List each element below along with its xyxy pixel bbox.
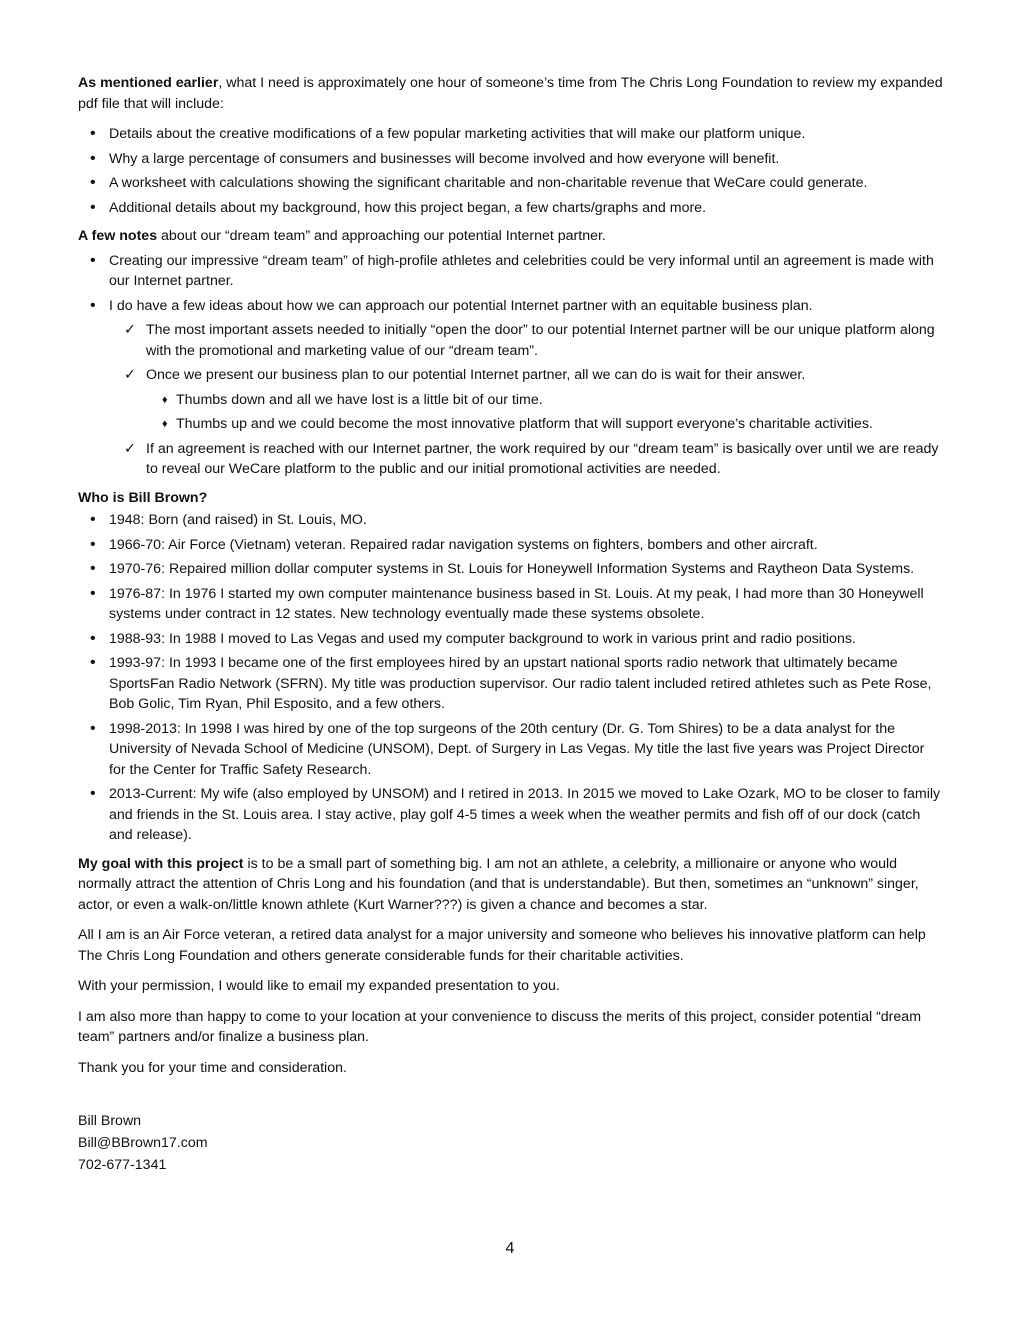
check-item <box>78 365 944 386</box>
list-item: • A worksheet with calculations showing the significant charitable and non-charitable revenue that WeCare could generate. <box>78 173 944 194</box>
checkmark-icon: ✓ <box>124 367 136 383</box>
notes-list <box>78 251 944 480</box>
list-item: • Details about the creative modifications of a few popular marketing activities that will make our platform unique. <box>78 124 944 145</box>
signature-name: Bill Brown <box>78 1113 142 1129</box>
check-item-text: The most important assets needed to initially “open the door” to our potential Internet partner will be our unique platform along with the promotional and marketing value of our “dream team”. <box>146 322 935 359</box>
closing-paragraph: Thank you for your time and consideration. <box>78 1059 347 1076</box>
body-paragraph: With your permission, I would like to email my expanded presentation to you. <box>78 978 560 994</box>
signature-email: Bill@BBrown17.com <box>78 1135 208 1151</box>
notes-paragraph <box>78 226 944 247</box>
page-number: 4 <box>505 1240 515 1257</box>
list-item: • Additional details about my background, how this project began, a few charts/graphs and more. <box>78 198 944 219</box>
signature-block <box>78 1110 944 1176</box>
list-item: • 1966-70: Air Force (Vietnam) veteran. Repaired radar navigation systems on fighters, bombers and other aircraft. <box>78 535 944 556</box>
list-item: • I do have a few ideas about how we can approach our potential Internet partner with an equitable business plan. <box>78 296 944 317</box>
list-item: • 1998-2013: In 1998 I was hired by one of the top surgeons of the 20th century (Dr. G. Tom Shires) to be a data analyst for the University of Nevada School of Medicine (UNSOM), Dept. of Surgery in Las Vegas. My title the last five years was Project Director for the Center for Traffic Safety Research. <box>78 719 944 781</box>
diamond-bullet-icon: ♦ <box>162 418 168 430</box>
body-paragraph: All I am is an Air Force veteran, a retired data analyst for a major university and someone who believes his innovative platform can help The Chris Long Foundation and others generate considerable funds for their charitable activities. <box>78 927 926 964</box>
body-paragraph: I am also more than happy to come to your location at your convenience to discuss the merits of this project, consider potential “dream team” partners and/or finalize a business plan. <box>78 1008 922 1045</box>
goal-text: is to be a small part of something big. I am not an athlete, a celebrity, a millionaire or anyone who would normally attract the attention of Chris Long and his foundation (and that is understandable). But then, sometimes an “unknown” singer, actor, or even a walk-on/little known athlete (Kurt Warner???) is given a chance and becomes a star. <box>78 855 919 913</box>
list-item: • 1988-93: In 1988 I moved to Las Vegas and used my computer background to work in various print and radio positions. <box>78 629 944 650</box>
signature-phone: 702-677-1341 <box>78 1157 167 1173</box>
diamond-item-text: Thumbs down and all we have lost is a little bit of our time. <box>176 391 543 408</box>
document-body <box>78 73 944 1176</box>
check-item-text: Once we present our business plan to our potential Internet partner, all we can do is wait for their answer. <box>146 367 806 383</box>
checkmark-icon: ✓ <box>124 322 136 338</box>
notes-text: about our “dream team” and approaching our potential Internet partner. <box>157 228 606 244</box>
intro-paragraph <box>78 73 944 114</box>
diamond-item <box>78 414 944 435</box>
diamond-item <box>78 390 944 411</box>
goal-lead: My goal with this project <box>78 855 244 872</box>
list-item: • 1976-87: In 1976 I started my own computer maintenance business based in St. Louis. At my peak, I had more than 30 Honeywell systems under contract in 12 states. New technology eventually made these systems obsolete. <box>78 584 944 625</box>
list-item: • 1948: Born (and raised) in St. Louis, MO. <box>78 510 944 531</box>
list-item: • 1993-97: In 1993 I became one of the first employees hired by an upstart national sports radio network that ultimately became SportsFan Radio Network (SFRN). My title was production supervisor. Our radio talent included retired athletes such as Pete Rose, Bob Golic, Tim Ryan, Phil Esposito, and a few others. <box>78 653 944 715</box>
intro-lead: As mentioned earlier <box>78 75 219 91</box>
intro-list <box>78 124 944 218</box>
check-item <box>78 439 944 480</box>
diamond-bullet-icon: ♦ <box>162 393 168 406</box>
goal-paragraph <box>78 854 944 916</box>
bio-list <box>78 510 944 846</box>
check-item-text: If an agreement is reached with our Internet partner, the work required by our “dream team” is basically over until we are ready to reveal our WeCare platform to the public and our initial promotional activities are needed. <box>146 440 939 477</box>
list-item: • Why a large percentage of consumers and businesses will become involved and how everyone will benefit. <box>78 149 944 170</box>
diamond-item-text: Thumbs up and we could become the most innovative platform that will support everyone’s charitable activities. <box>176 416 873 432</box>
list-item: • Creating our impressive “dream team” of high-profile athletes and celebrities could be very informal until an agreement is made with our Internet partner. <box>78 251 944 292</box>
checkmark-icon: ✓ <box>124 440 136 457</box>
intro-text: , what I need is approximately one hour of someone’s time from The Chris Long Foundation to review my expanded pdf file that will include: <box>78 75 943 112</box>
notes-lead: A few notes <box>78 228 158 244</box>
bio-heading: Who is Bill Brown? <box>78 489 208 506</box>
check-item <box>78 320 944 361</box>
list-item: • 2013-Current: My wife (also employed by UNSOM) and I retired in 2013. In 2015 we moved to Lake Ozark, MO to be closer to family and friends in the St. Louis area. I stay active, play golf 4-5 times a week when the weather permits and fish off of our dock (catch and release). <box>78 784 944 846</box>
list-item: • 1970-76: Repaired million dollar computer systems in St. Louis for Honeywell Information Systems and Raytheon Data Systems. <box>78 559 944 580</box>
